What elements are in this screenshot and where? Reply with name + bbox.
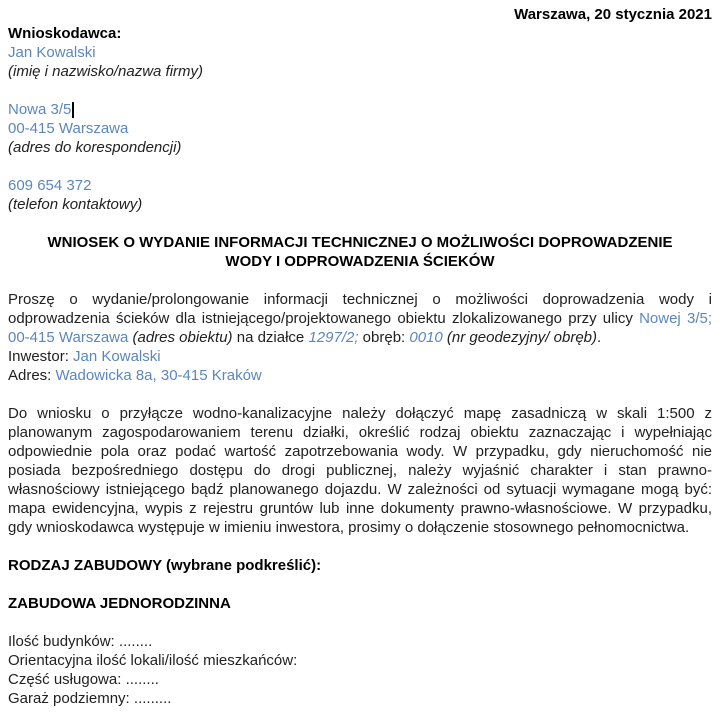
investor-label: Inwestor:: [8, 348, 69, 365]
precinct-value: 0010: [409, 329, 443, 346]
spacer: [8, 613, 712, 632]
object-address-value: Nowej 3/5; 00-415 Warszawa: [8, 310, 712, 346]
text-run: na działce: [232, 329, 309, 346]
spacer: [8, 157, 712, 176]
spacer: [8, 537, 712, 556]
spacer: [8, 214, 712, 233]
applicant-phone: 609 654 372: [8, 177, 92, 194]
info-paragraph: Do wniosku o przyłącze wodno-kanalizacyjne należy dołączyć mapę zasadniczą w skali 1:500 z planowanym zagospodarowaniem terenu działki, określić rodzaj obiektu zaznaczając i wypełniając odpowiednie pola oraz podać wartość zapotrzebowania wody. W przypadku, gdy nieruchomość nie posiada bezpośredniego dostępu do drogi publicznej, należy wyjaśnić charakter i stan prawno-własnościowy istniejącego bądź planowanego dojazdu. W zależności od sytuacji wymagane mogą być: mapa ewidencyjna, wypis z rejestru gruntów lub inne dokumenty prawno-własnościowe. W przypadku, gdy wnioskodawca występuje w imieniu inwestora, prosimy o dołączenie stosownego pełnomocnictwa.: [8, 405, 712, 536]
plot-number-value: 1297/2;: [308, 329, 359, 346]
text-run: Proszę o wydanie/prolongowanie informacji technicznej o możliwości doprowadzenia wody i odprowadzenia ścieków dla istniejącego/projektowanego obiektu zlokalizowanego przy ulicy: [8, 291, 712, 327]
field-row-service-part: [8, 670, 712, 689]
field-label: Garaż podziemny:: [8, 690, 130, 707]
text-run: .: [597, 329, 602, 346]
object-address-caption: (adres obiektu): [132, 329, 233, 346]
field-value-dots: ........: [125, 671, 159, 688]
spacer: [8, 271, 712, 290]
field-value-dots: .........: [133, 690, 172, 707]
text-run: obręb:: [358, 329, 410, 346]
text-cursor: [72, 102, 74, 118]
investor-address-label: Adres:: [8, 367, 52, 384]
field-label: Ilość budynków:: [8, 633, 115, 650]
applicant-name: Jan Kowalski: [8, 44, 96, 61]
field-row-underground-garage: [8, 689, 712, 708]
investor-address: Wadowicka 8a, 30-415 Kraków: [55, 367, 262, 384]
field-label: Część usługowa:: [8, 671, 122, 688]
applicant-address-caption: (adres do korespondencji): [8, 139, 182, 156]
spacer: [8, 575, 712, 594]
applicant-name-caption: (imię i nazwisko/nazwa firmy): [8, 63, 204, 80]
request-paragraph: [8, 290, 712, 347]
applicant-label: Wnioskodawca:: [8, 25, 122, 42]
geodetic-caption: (nr geodezyjny/ obręb): [442, 329, 597, 346]
building-type-subheading: ZABUDOWA JEDNORODZINNA: [8, 595, 231, 612]
field-label: Orientacyjna ilość lokali/ilość mieszkańców:: [8, 652, 298, 669]
field-value-dots: ........: [118, 633, 153, 650]
document-title: WNIOSEK O WYDANIE INFORMACJI TECHNICZNEJ O MOŻLIWOŚCI DOPROWADZENIE WODY I ODPROWADZENIA ŚCIEKÓW: [47, 234, 673, 270]
applicant-phone-caption: (telefon kontaktowy): [8, 196, 143, 213]
date-line: [8, 5, 712, 24]
applicant-city: 00-415 Warszawa: [8, 120, 129, 137]
investor-name: Jan Kowalski: [73, 348, 161, 365]
date-text: Warszawa, 20 stycznia 2021: [514, 6, 712, 23]
spacer: [8, 81, 712, 100]
investor-line: [8, 347, 712, 366]
investor-address-line: [8, 366, 712, 385]
applicant-street: Nowa 3/5: [8, 101, 72, 118]
building-type-heading: RODZAJ ZABUDOWY (wybrane podkreślić):: [8, 557, 322, 574]
applicant-street-line: [8, 100, 712, 119]
field-row-units-count: [8, 651, 712, 670]
field-row-buildings-count: [8, 632, 712, 651]
spacer: [8, 385, 712, 404]
